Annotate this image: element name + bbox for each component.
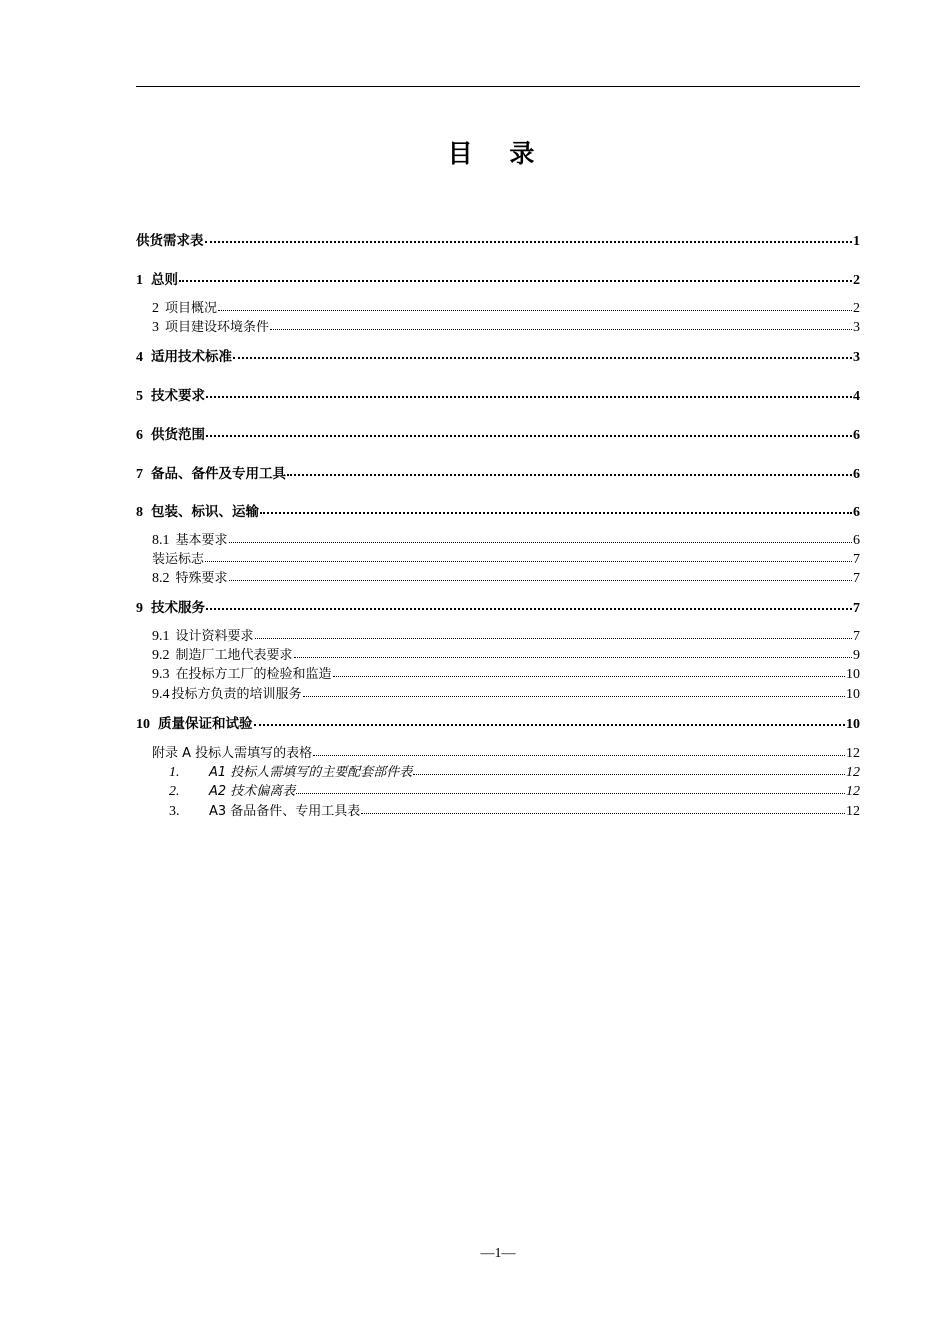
toc-entry-text: 项目建设环境条件 (165, 320, 270, 335)
toc-leader-dots (333, 675, 845, 677)
toc-entry-number: 3. (169, 804, 180, 819)
toc-entry-text: 包装、标识、运输 (151, 504, 259, 520)
toc-entry-page: 6 (853, 467, 860, 482)
toc-entry-text: 备品、备件及专用工具 (151, 466, 286, 482)
toc-entry[interactable] (152, 627, 860, 647)
toc-entry-number: 5 (136, 389, 143, 404)
toc-entry-text: 总则 (151, 272, 178, 288)
toc-entry-page: 12 (846, 746, 860, 761)
toc-entry[interactable] (136, 231, 860, 251)
toc-leader-dots (233, 356, 852, 359)
toc-entry-text: A1 投标人需填写的主要配套部件表 (209, 765, 413, 780)
toc-entry-page: 12 (846, 765, 860, 780)
toc-leader-dots (254, 723, 846, 726)
toc-entry-text: 供货需求表 (136, 233, 204, 249)
page-number: —1— (480, 1246, 516, 1261)
toc-entry-number: 1 (136, 273, 143, 288)
toc-entry-number: 7 (136, 467, 143, 482)
toc-entry-number: 2 (152, 301, 159, 316)
toc-entry-number: 3 (152, 320, 159, 335)
toc-entry-page: 9 (853, 648, 860, 663)
toc-entry[interactable] (152, 531, 860, 551)
toc-entry-text: 适用技术标准 (151, 349, 232, 365)
toc-entry-page: 2 (853, 301, 860, 316)
toc-entry-page: 7 (853, 601, 860, 616)
toc-entry-page: 6 (853, 505, 860, 520)
toc-entry[interactable] (152, 802, 860, 822)
toc-entry-page: 6 (853, 533, 860, 548)
toc-leader-dots (270, 328, 852, 330)
toc-leader-dots (229, 541, 852, 543)
toc-entry-page: 10 (846, 717, 860, 732)
toc-entry-number: 4 (136, 350, 143, 365)
toc-entry-page: 1 (853, 234, 860, 249)
toc-entry[interactable] (152, 665, 860, 685)
toc-entry[interactable] (152, 685, 860, 705)
toc-entry-number: 8.1 (152, 533, 170, 548)
toc-entry-number: 9.3 (152, 667, 170, 682)
toc-entry-page: 10 (846, 667, 860, 682)
toc-leader-dots (206, 395, 852, 398)
toc-entry-page: 6 (853, 428, 860, 443)
toc-entry[interactable] (136, 714, 860, 734)
toc-entry-number: 9.2 (152, 648, 170, 663)
toc-entry[interactable] (136, 270, 860, 290)
toc-entry-number: 9.4 (152, 687, 170, 702)
toc-entry-number: 10 (136, 717, 150, 732)
toc-leader-dots (296, 792, 845, 794)
toc-entry-text: 特殊要求 (175, 571, 228, 586)
toc-entry-text: A3 备品备件、专用工具表 (209, 804, 361, 819)
toc-entry-number: 8 (136, 505, 143, 520)
toc-entry-number: 9.1 (152, 629, 170, 644)
toc-entry-number: 8.2 (152, 571, 170, 586)
toc-entry[interactable] (136, 347, 860, 367)
toc-leader-dots (260, 511, 852, 514)
toc-leader-dots (313, 754, 845, 756)
toc-entry[interactable] (136, 502, 860, 522)
toc-leader-dots (206, 434, 852, 437)
toc-entry-page: 12 (846, 784, 860, 799)
toc-entry-page: 7 (853, 552, 860, 567)
toc-entry-page: 7 (853, 571, 860, 586)
toc-entry-page: 3 (853, 320, 860, 335)
toc-entry-text: 在投标方工厂的检验和监造 (175, 667, 332, 682)
toc-entry-text: 投标方负责的培训服务 (171, 687, 302, 702)
toc-title: 目 录 (447, 139, 549, 168)
toc-entry-number: 1. (169, 765, 180, 780)
toc-leader-dots (179, 279, 852, 282)
toc-entry-text: 供货范围 (151, 427, 205, 443)
toc-entry-text: 设计资料要求 (175, 629, 254, 644)
toc-entry-text: 基本要求 (175, 533, 228, 548)
toc-entry-text: 制造厂工地代表要求 (175, 648, 293, 663)
toc-leader-dots (287, 473, 852, 476)
table-of-contents (136, 0, 860, 1344)
toc-entry[interactable] (152, 299, 860, 319)
toc-leader-dots (303, 695, 845, 697)
toc-entry-number: 2. (169, 784, 180, 799)
toc-entry-page: 12 (846, 804, 860, 819)
toc-entry-text: 技术服务 (151, 600, 205, 616)
toc-leader-dots (218, 309, 852, 311)
toc-entry[interactable] (152, 782, 860, 802)
toc-entry[interactable] (136, 425, 860, 445)
toc-leader-dots (413, 773, 845, 775)
toc-entry[interactable] (136, 598, 860, 618)
toc-leader-dots (294, 656, 852, 658)
toc-leader-dots (255, 637, 852, 639)
toc-entry-text: 附录 A 投标人需填写的表格 (152, 746, 313, 761)
toc-entry-text: 装运标志 (152, 552, 205, 567)
toc-entry-page: 7 (853, 629, 860, 644)
toc-entry-text: 质量保证和试验 (158, 716, 253, 732)
toc-entry[interactable] (152, 744, 860, 764)
toc-entry-text: A2 技术偏离表 (209, 784, 296, 799)
toc-leader-dots (205, 240, 853, 243)
toc-entry-number: 6 (136, 428, 143, 443)
toc-entry[interactable] (136, 464, 860, 484)
toc-entry-page: 2 (853, 273, 860, 288)
toc-entry[interactable] (152, 646, 860, 666)
toc-leader-dots (361, 812, 845, 814)
toc-entry[interactable] (136, 386, 860, 406)
toc-leader-dots (229, 579, 852, 581)
toc-entry-page: 4 (853, 389, 860, 404)
toc-entry-page: 10 (846, 687, 860, 702)
toc-entry-text: 项目概况 (165, 301, 218, 316)
toc-entry[interactable] (152, 569, 860, 589)
toc-entry-number: 9 (136, 601, 143, 616)
toc-leader-dots (206, 607, 852, 610)
toc-entry[interactable] (152, 763, 860, 783)
toc-entry-page: 3 (853, 350, 860, 365)
toc-entry-text: 技术要求 (151, 388, 205, 404)
toc-entry[interactable] (152, 318, 860, 338)
toc-entry[interactable] (152, 550, 860, 570)
toc-leader-dots (205, 560, 852, 562)
